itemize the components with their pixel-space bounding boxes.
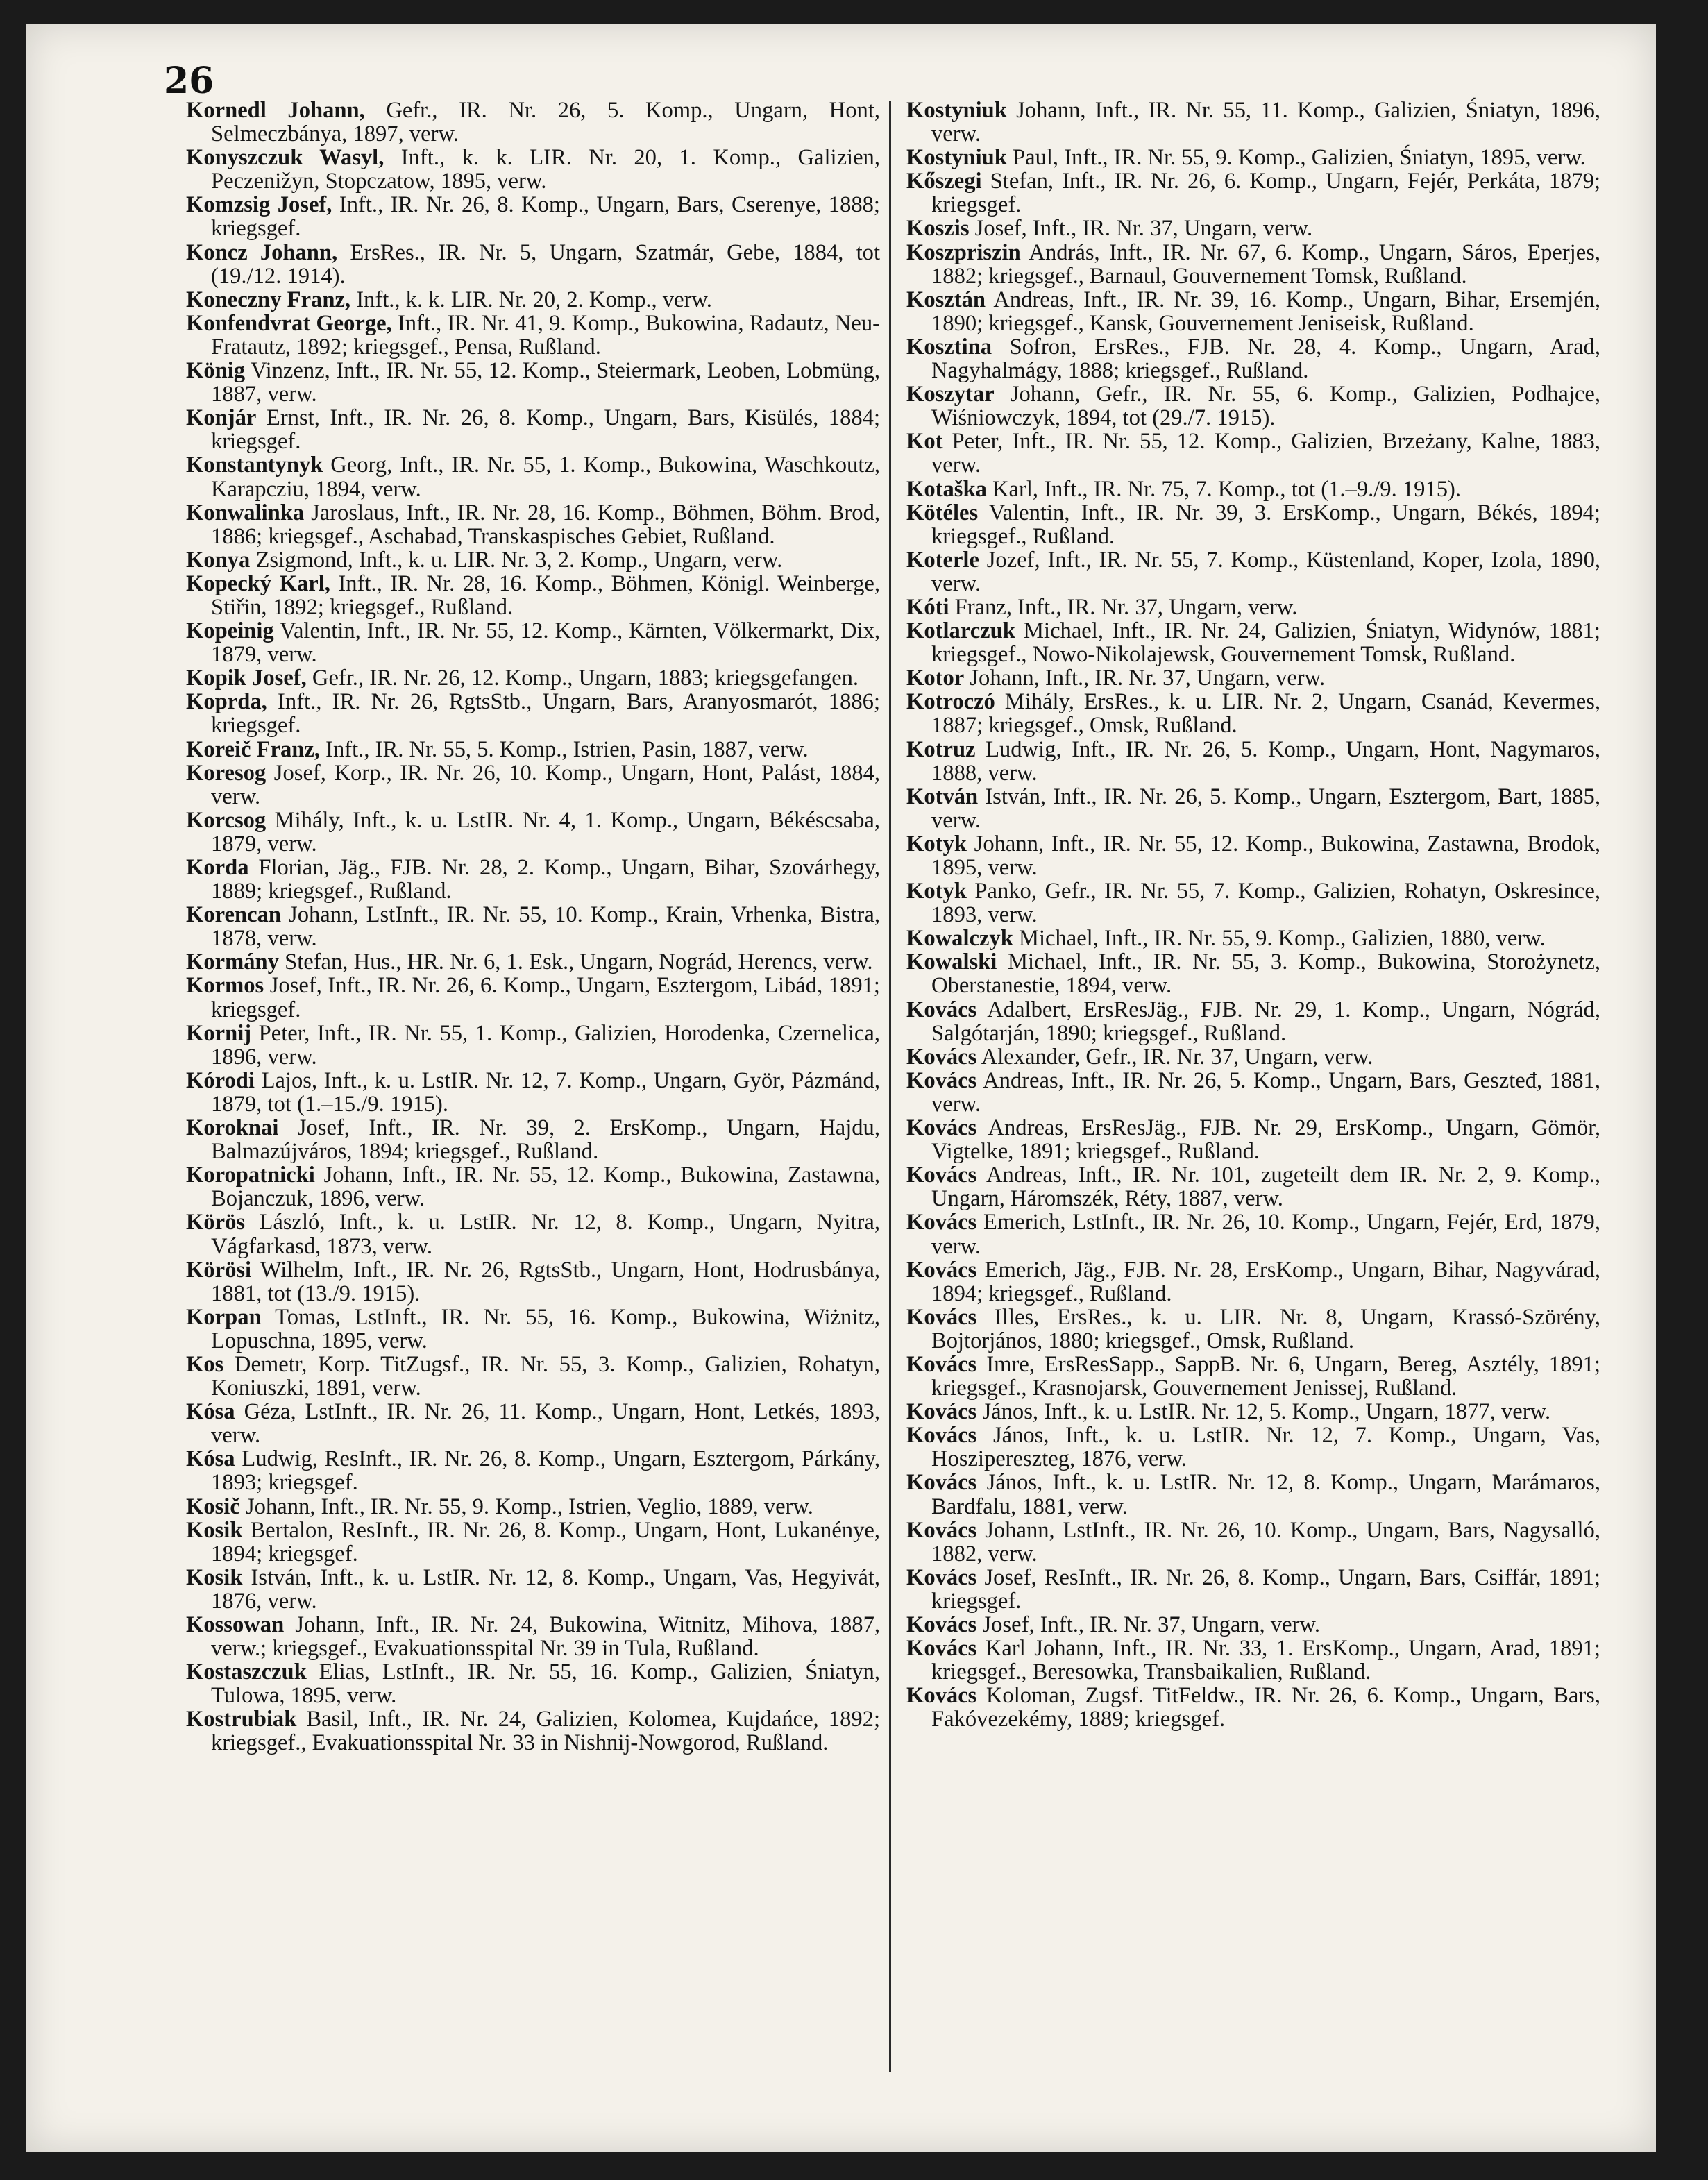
entry-name: Koszis <box>906 216 970 242</box>
entry-details: Josef, Inft., IR. Nr. 26, 6. Komp., Ungarn, Esztergom, Libád, 1891; kriegsgef. <box>211 973 880 1022</box>
entry-details: Ernst, Inft., IR. Nr. 26, 8. Komp., Ungarn, Bars, Kisülés, 1884; kriegsgef. <box>211 405 880 455</box>
entry-details: Vinzenz, Inft., IR. Nr. 55, 12. Komp., Steiermark, Leoben, Lobmüng, 1887, verw. <box>211 358 880 407</box>
column-divider <box>889 101 891 2072</box>
entry-details: Ludwig, ResInft., IR. Nr. 26, 8. Komp., Ungarn, Esztergom, Párkány, 1893; kriegsgef. <box>211 1446 880 1496</box>
entry-details: János, Inft., k. u. LstIR. Nr. 12, 8. Komp., Ungarn, Marámaros, Bardfalu, 1881, verw. <box>931 1470 1600 1519</box>
entry <box>186 453 880 500</box>
entry-details: Illes, ErsRes., k. u. LIR. Nr. 8, Ungarn, Krassó-Szörény, Bojtorjános, 1880; kriegsgef., Omsk, Rußland. <box>931 1304 1600 1353</box>
entry <box>906 950 1600 997</box>
entry-name: Kovács <box>906 997 977 1022</box>
entry-name: Kosič <box>186 1494 240 1519</box>
entry-details: Inft., IR. Nr. 55, 5. Komp., Istrien, Pasin, 1887, verw. <box>320 736 809 762</box>
entry-name: Kovács <box>906 1636 977 1662</box>
entry-details: Karl, Inft., IR. Nr. 75, 7. Komp., tot (1.–9./9. 1915). <box>986 476 1462 502</box>
entry-name: Kowalczyk <box>906 926 1013 952</box>
entry-name: Kowalski <box>906 949 997 975</box>
entry-details: Ludwig, Inft., IR. Nr. 26, 5. Komp., Ungarn, Hont, Nagymaros, 1888, verw. <box>931 736 1600 786</box>
entry <box>906 1471 1600 1518</box>
entry-name: Koresog <box>186 760 267 786</box>
entry <box>906 241 1600 288</box>
entry-name: Korcsog <box>186 807 267 833</box>
entry <box>186 1400 880 1447</box>
entry-name: Kotyk <box>906 879 967 904</box>
entry <box>186 1707 880 1755</box>
entry-name: Kot <box>906 429 943 455</box>
entry <box>186 1306 880 1353</box>
right-column <box>906 99 1600 1731</box>
entry <box>186 690 880 737</box>
entry-name: Kopeinig <box>186 618 274 644</box>
entry-details: Elias, LstInft., IR. Nr. 55, 16. Komp., Galizien, Śniatyn, Tulowa, 1895, verw. <box>211 1659 880 1709</box>
entry <box>186 1447 880 1494</box>
entry <box>906 382 1600 430</box>
entry <box>906 99 1600 146</box>
entry-details: Bertalon, ResInft., IR. Nr. 26, 8. Komp., Ungarn, Hont, Lukanénye, 1894; kriegsgef. <box>211 1517 880 1566</box>
entry-details: Emerich, Jäg., FJB. Nr. 28, ErsKomp., Ungarn, Bihar, Nagyvárad, 1894; kriegsgef., Rußland. <box>931 1257 1600 1306</box>
entry-name: Kovács <box>906 1044 977 1070</box>
entry-details: János, Inft., k. u. LstIR. Nr. 12, 7. Komp., Ungarn, Vas, Hoszipereszteg, 1876, verw. <box>931 1423 1600 1472</box>
entry <box>186 1519 880 1566</box>
entry-details: Wilhelm, Inft., IR. Nr. 26, RgtsStb., Ungarn, Hont, Hodrusbánya, 1881, tot (13./9. 1915). <box>211 1257 880 1306</box>
entry <box>186 1163 880 1210</box>
entry-name: Koneczny Franz, <box>186 287 351 312</box>
entry-details: Peter, Inft., IR. Nr. 55, 12. Komp., Galizien, Brzeżany, Kalne, 1883, verw. <box>931 429 1600 478</box>
entry-details: Valentin, Inft., IR. Nr. 55, 12. Komp., Kärnten, Völkermarkt, Dix, 1879, verw. <box>211 618 880 668</box>
left-column <box>186 99 880 1755</box>
entry-name: Koszpriszin <box>906 239 1021 265</box>
entry-name: Korencan <box>186 902 281 928</box>
entry-details: Inft., IR. Nr. 41, 9. Komp., Bukowina, Radautz, Neu-Fratautz, 1892; kriegsgef., Pensa, Rußland. <box>211 310 880 360</box>
entry-details: Johann, Inft., IR. Nr. 55, 11. Komp., Galizien, Śniatyn, 1896, verw. <box>931 98 1600 147</box>
entry <box>906 1163 1600 1210</box>
entry-name: Kostyniuk <box>906 98 1007 123</box>
entry-details: Johann, Inft., IR. Nr. 55, 12. Komp., Bukowina, Zastawna, Brodok, 1895, verw. <box>931 831 1600 880</box>
entry <box>906 1566 1600 1613</box>
entry-details: Paul, Inft., IR. Nr. 55, 9. Komp., Galizien, Śniatyn, 1895, verw. <box>1006 145 1586 171</box>
entry-name: Kosztina <box>906 334 992 360</box>
entry <box>186 974 880 1021</box>
entry-details: István, Inft., k. u. LstIR. Nr. 12, 8. Komp., Ungarn, Vas, Hegyivát, 1876, verw. <box>211 1564 880 1614</box>
entry-name: Kovács <box>906 1399 977 1425</box>
entry-name: Kovács <box>906 1517 977 1543</box>
entry-details: Valentin, Inft., IR. Nr. 39, 3. ErsKomp., Ungarn, Békés, 1894; kriegsgef., Rußland. <box>931 500 1600 549</box>
entry <box>906 169 1600 217</box>
entry-details: Koloman, Zugsf. TitFeldw., IR. Nr. 26, 6. Komp., Ungarn, Bars, Fakóvezekémy, 1889; kriegsgef. <box>931 1683 1600 1732</box>
entry-details: Josef, Inft., IR. Nr. 37, Ungarn, verw. <box>976 1612 1320 1637</box>
entry <box>906 785 1600 832</box>
entry <box>906 548 1600 595</box>
entry <box>186 1116 880 1163</box>
entry-name: Konwalinka <box>186 500 305 525</box>
entry <box>906 1613 1600 1637</box>
entry-details: Sofron, ErsRes., FJB. Nr. 28, 4. Komp., Ungarn, Arad, Nagyhalmágy, 1888; kriegsgef., Rußland. <box>931 334 1600 384</box>
entry-name: Kornij <box>186 1020 252 1046</box>
entry-details: Josef, ResInft., IR. Nr. 26, 8. Komp., Ungarn, Bars, Csiffár, 1891; kriegsgef. <box>931 1564 1600 1614</box>
entry <box>186 903 880 950</box>
entry-name: Kovács <box>906 1304 977 1330</box>
entry-name: Korpan <box>186 1304 262 1330</box>
entry-name: Kovács <box>906 1115 977 1141</box>
entry <box>906 1258 1600 1306</box>
entry-details: Johann, Gefr., IR. Nr. 55, 6. Komp., Galizien, Podhajce, Wiśniowczyk, 1894, tot (29./7. 1915). <box>931 382 1600 431</box>
entry-name: Kopecký Karl, <box>186 571 330 596</box>
entry <box>906 1045 1600 1069</box>
entry-name: Körösi <box>186 1257 252 1283</box>
entry <box>906 927 1600 950</box>
entry-name: Kotor <box>906 666 965 691</box>
entry-name: Konyszczuk Wasyl, <box>186 145 384 171</box>
entry <box>906 1684 1600 1731</box>
entry <box>906 478 1600 501</box>
entry-details: Alexander, Gefr., IR. Nr. 37, Ungarn, verw. <box>976 1044 1373 1070</box>
entry <box>906 998 1600 1045</box>
entry <box>186 1258 880 1306</box>
entry <box>906 1306 1600 1353</box>
entry-name: Kosztán <box>906 287 986 312</box>
entry <box>186 1495 880 1519</box>
entry <box>906 1519 1600 1566</box>
entry-name: Kovács <box>906 1067 977 1093</box>
entry <box>186 146 880 193</box>
entry <box>906 430 1600 477</box>
entry-details: Jaroslaus, Inft., IR. Nr. 28, 16. Komp., Böhmen, Böhm. Brod, 1886; kriegsgef., Aschabad, Transkaspisches Gebiet, Rußland. <box>211 500 880 549</box>
entry <box>906 217 1600 240</box>
entry-details: Inft., k. k. LIR. Nr. 20, 1. Komp., Galizien, Peczenižyn, Stopczatow, 1895, verw. <box>211 145 880 194</box>
entry-details: Tomas, LstInft., IR. Nr. 55, 16. Komp., Bukowina, Wiżnitz, Lopuschna, 1895, verw. <box>211 1304 880 1353</box>
entry-name: Koroknai <box>186 1115 279 1141</box>
entry-details: Imre, ErsResSapp., SappB. Nr. 6, Ungarn, Bereg, Asztély, 1891; kriegsgef., Krasnojarsk, Gouvernement Jenissej, Rußland. <box>931 1351 1600 1401</box>
entry-details: Jozef, Inft., IR. Nr. 55, 7. Komp., Küstenland, Koper, Izola, 1890, verw. <box>931 547 1600 596</box>
entry-details: Gefr., IR. Nr. 26, 12. Komp., Ungarn, 1883; kriegsgefangen. <box>306 666 859 691</box>
document-page <box>26 24 1656 2152</box>
entry-name: Kotroczó <box>906 689 995 715</box>
entry-details: Mihály, ErsRes., k. u. LIR. Nr. 2, Ungarn, Csanád, Kevermes, 1887; kriegsgef., Omsk, Rußland. <box>931 689 1600 738</box>
entry-details: Josef, Inft., IR. Nr. 39, 2. ErsKomp., Ungarn, Hajdu, Balmazújváros, 1894; kriegsgef., Rußland. <box>211 1115 880 1165</box>
entry-details: András, Inft., IR. Nr. 67, 6. Komp., Ungarn, Sáros, Eperjes, 1882; kriegsgef., Barnaul, Gouvernement Tomsk, Rußland. <box>931 239 1600 289</box>
entry-details: Georg, Inft., IR. Nr. 55, 1. Komp., Bukowina, Waschkoutz, Karapcziu, 1894, verw. <box>211 453 880 502</box>
page-number: 26 <box>164 60 214 102</box>
entry <box>186 1022 880 1069</box>
entry-details: Adalbert, ErsResJäg., FJB. Nr. 29, 1. Komp., Ungarn, Nógrád, Salgótarján, 1890; kriegsgef., Rußland. <box>931 997 1600 1046</box>
entry <box>906 1116 1600 1163</box>
entry <box>186 1660 880 1707</box>
entry <box>906 666 1600 690</box>
entry <box>186 99 880 146</box>
entry-details: Andreas, ErsResJäg., FJB. Nr. 29, ErsKomp., Ungarn, Gömör, Vigtelke, 1891; kriegsgef., Rußland. <box>931 1115 1600 1165</box>
entry <box>186 1353 880 1400</box>
entry-details: Mihály, Inft., k. u. LstIR. Nr. 4, 1. Komp., Ungarn, Békéscsaba, 1879, verw. <box>211 807 880 856</box>
entry-details: Emerich, LstInft., IR. Nr. 26, 10. Komp., Ungarn, Fejér, Erd, 1879, verw. <box>931 1210 1600 1259</box>
entry-name: Komzsig Josef, <box>186 192 332 218</box>
entry-name: Kosik <box>186 1564 243 1590</box>
entry-name: Kotván <box>906 784 979 809</box>
entry <box>186 666 880 690</box>
entry <box>186 501 880 548</box>
entry <box>906 1400 1600 1423</box>
entry-details: Andreas, Inft., IR. Nr. 101, zugeteilt dem IR. Nr. 2, 9. Komp., Ungarn, Háromszék, Réty, 1887, verw. <box>931 1163 1600 1212</box>
entry-name: Kovács <box>906 1612 977 1637</box>
entry-name: Konjár <box>186 405 257 431</box>
entry-name: Konya <box>186 547 251 573</box>
entry-name: Konfendvrat George, <box>186 310 392 336</box>
entry <box>906 595 1600 619</box>
entry <box>186 738 880 761</box>
entry-details: Andreas, Inft., IR. Nr. 26, 5. Komp., Ungarn, Bars, Geszteđ, 1881, verw. <box>931 1067 1600 1117</box>
entry-details: János, Inft., k. u. LstIR. Nr. 12, 5. Komp., Ungarn, 1877, verw. <box>976 1399 1551 1425</box>
entry <box>906 1210 1600 1258</box>
entry-details: Inft., k. k. LIR. Nr. 20, 2. Komp., verw. <box>350 287 712 312</box>
entry <box>906 146 1600 169</box>
entry <box>906 288 1600 335</box>
entry-details: Johann, Inft., IR. Nr. 37, Ungarn, verw. <box>964 666 1326 691</box>
entry-details: Stefan, Inft., IR. Nr. 26, 6. Komp., Ungarn, Fejér, Perkáta, 1879; kriegsgef. <box>931 169 1600 218</box>
entry-details: László, Inft., k. u. LstIR. Nr. 12, 8. Komp., Ungarn, Nyitra, Vágfarkasd, 1873, verw. <box>211 1210 880 1259</box>
entry-details: Géza, LstInft., IR. Nr. 26, 11. Komp., Ungarn, Hont, Letkés, 1893, verw. <box>211 1399 880 1448</box>
entry-details: Josef, Korp., IR. Nr. 26, 10. Komp., Ungarn, Hont, Palást, 1884, verw. <box>211 760 880 809</box>
entry <box>186 1069 880 1116</box>
entry <box>186 359 880 406</box>
entry-details: Demetr, Korp. TitZugsf., IR. Nr. 55, 3. Komp., Galizien, Rohatyn, Koniuszki, 1891, verw. <box>211 1351 880 1401</box>
entry <box>186 619 880 666</box>
entry-details: Lajos, Inft., k. u. LstIR. Nr. 12, 7. Komp., Ungarn, Györ, Pázmánd, 1879, tot (1.–15./9. 1915). <box>211 1067 880 1117</box>
entry-name: Kos <box>186 1351 224 1377</box>
entry-name: Koreič Franz, <box>186 736 320 762</box>
entry <box>906 879 1600 927</box>
entry-name: Koterle <box>906 547 979 573</box>
entry-details: Panko, Gefr., IR. Nr. 55, 7. Komp., Galizien, Rohatyn, Oskresince, 1893, verw. <box>931 879 1600 928</box>
entry-name: König <box>186 358 246 384</box>
entry-details: Johann, LstInft., IR. Nr. 55, 10. Komp., Krain, Vrhenka, Bistra, 1878, verw. <box>211 902 880 952</box>
entry-name: Kósa <box>186 1446 235 1472</box>
entry <box>186 761 880 809</box>
entry-name: Kotlarczuk <box>906 618 1015 644</box>
entry-name: Kopik Josef, <box>186 666 307 691</box>
entry <box>906 1069 1600 1116</box>
entry-name: Kostyniuk <box>906 145 1007 171</box>
entry-details: Basil, Inft., IR. Nr. 24, Galizien, Kolomea, Kujdańce, 1892; kriegsgef., Evakuationsspital Nr. 33 in Nishnij-Nowgorod, Rußland. <box>211 1707 880 1756</box>
entry-name: Koszytar <box>906 382 995 407</box>
entry-details: Johann, Inft., IR. Nr. 55, 12. Komp., Bukowina, Zastawna, Bojanczuk, 1896, verw. <box>211 1163 880 1212</box>
entry <box>186 241 880 288</box>
entry <box>906 738 1600 785</box>
entry-details: Stefan, Hus., HR. Nr. 6, 1. Esk., Ungarn, Nográd, Herencs, verw. <box>278 949 873 975</box>
entry-name: Kovács <box>906 1210 977 1235</box>
entry <box>186 809 880 856</box>
entry <box>906 1637 1600 1684</box>
entry-name: Körös <box>186 1210 246 1235</box>
entry <box>186 856 880 903</box>
entry-name: Kosik <box>186 1517 243 1543</box>
entry <box>186 1566 880 1613</box>
entry <box>186 1613 880 1660</box>
entry-details: Gefr., IR. Nr. 26, 5. Komp., Ungarn, Hont, Selmeczbánya, 1897, verw. <box>211 98 880 147</box>
entry-name: Kotaška <box>906 476 987 502</box>
entry <box>906 1423 1600 1471</box>
entry-details: Zsigmond, Inft., k. u. LIR. Nr. 3, 2. Komp., Ungarn, verw. <box>250 547 783 573</box>
entry <box>186 950 880 974</box>
entry-name: Kórodi <box>186 1067 255 1093</box>
entry-details: Michael, Inft., IR. Nr. 24, Galizien, Śniatyn, Widynów, 1881; kriegsgef., Nowo-Nikolajewsk, Gouvernement Tomsk, Rußland. <box>931 618 1600 668</box>
entry-name: Kovács <box>906 1683 977 1709</box>
entry <box>186 572 880 619</box>
entry-name: Kovács <box>906 1470 977 1496</box>
entry <box>906 501 1600 548</box>
entry-details: Inft., IR. Nr. 26, 8. Komp., Ungarn, Bars, Cserenye, 1888; kriegsgef. <box>211 192 880 242</box>
entry-details: ErsRes., IR. Nr. 5, Ungarn, Szatmár, Gebe, 1884, tot (19./12. 1914). <box>211 239 880 289</box>
entry-name: Koncz Johann, <box>186 239 338 265</box>
entry-details: Florian, Jäg., FJB. Nr. 28, 2. Komp., Ungarn, Bihar, Szovárhegy, 1889; kriegsgef., Rußland. <box>211 855 880 904</box>
entry <box>906 690 1600 737</box>
entry-details: Josef, Inft., IR. Nr. 37, Ungarn, verw. <box>969 216 1313 242</box>
entry-details: Inft., IR. Nr. 26, RgtsStb., Ungarn, Bars, Aranyosmarót, 1886; kriegsgef. <box>211 689 880 738</box>
entry-details: Michael, Inft., IR. Nr. 55, 9. Komp., Galizien, 1880, verw. <box>1013 926 1546 952</box>
entry-name: Kovács <box>906 1351 977 1377</box>
entry-name: Kostaszczuk <box>186 1659 307 1685</box>
entry <box>186 288 880 312</box>
entry-name: Kóti <box>906 594 949 620</box>
entry-name: Kotyk <box>906 831 967 856</box>
entry-name: Kornedl Johann, <box>186 98 365 123</box>
entry-name: Koropatnicki <box>186 1163 315 1188</box>
entry-details: Johann, LstInft., IR. Nr. 26, 10. Komp., Ungarn, Bars, Nagysalló, 1882, verw. <box>931 1517 1600 1566</box>
entry-name: Kötéles <box>906 500 979 525</box>
entry-details: Inft., IR. Nr. 28, 16. Komp., Böhmen, Königl. Weinberge, Stiřin, 1892; kriegsgef., Rußland. <box>211 571 880 620</box>
entry-name: Kovács <box>906 1257 977 1283</box>
entry <box>186 406 880 453</box>
entry-name: Kormos <box>186 973 264 999</box>
entry-name: Kőszegi <box>906 169 982 194</box>
entry-name: Kovács <box>906 1564 977 1590</box>
entry-name: Koprda, <box>186 689 267 715</box>
entry-name: Kotruz <box>906 736 976 762</box>
entry-name: Kovács <box>906 1423 977 1448</box>
entry-details: Michael, Inft., IR. Nr. 55, 3. Komp., Bukowina, Storożynetz, Oberstanestie, 1894, verw. <box>931 949 1600 999</box>
entry-details: Johann, Inft., IR. Nr. 24, Bukowina, Witnitz, Mihova, 1887, verw.; kriegsgef., Evakuationsspital Nr. 39 in Tula, Rußland. <box>211 1612 880 1662</box>
entry <box>906 335 1600 382</box>
entry-name: Kovács <box>906 1163 977 1188</box>
entry-name: Kósa <box>186 1399 235 1425</box>
entry-details: Andreas, Inft., IR. Nr. 39, 16. Komp., Ungarn, Bihar, Ersemjén, 1890; kriegsgef., Kansk, Gouvernement Jeniseisk, Rußland. <box>931 287 1600 336</box>
entry-details: Franz, Inft., IR. Nr. 37, Ungarn, verw. <box>949 594 1298 620</box>
entry-details: Karl Johann, Inft., IR. Nr. 33, 1. ErsKomp., Ungarn, Arad, 1891; kriegsgef., Beresowka, Transbaikalien, Rußland. <box>931 1636 1600 1685</box>
entry-details: István, Inft., IR. Nr. 26, 5. Komp., Ungarn, Esztergom, Bart, 1885, verw. <box>931 784 1600 833</box>
entry-details: Peter, Inft., IR. Nr. 55, 1. Komp., Galizien, Horodenka, Czernelica, 1896, verw. <box>211 1020 880 1070</box>
entry-name: Kostrubiak <box>186 1707 297 1732</box>
entry-name: Kossowan <box>186 1612 285 1637</box>
entry <box>186 312 880 359</box>
entry <box>186 548 880 572</box>
entry-details: Johann, Inft., IR. Nr. 55, 9. Komp., Istrien, Veglio, 1889, verw. <box>239 1494 813 1519</box>
entry-name: Kormány <box>186 949 279 975</box>
entry <box>186 193 880 240</box>
entry <box>906 1353 1600 1400</box>
entry <box>906 832 1600 879</box>
entry <box>186 1210 880 1258</box>
entry-name: Korda <box>186 855 249 880</box>
entry <box>906 619 1600 666</box>
entry-name: Konstantynyk <box>186 453 323 478</box>
